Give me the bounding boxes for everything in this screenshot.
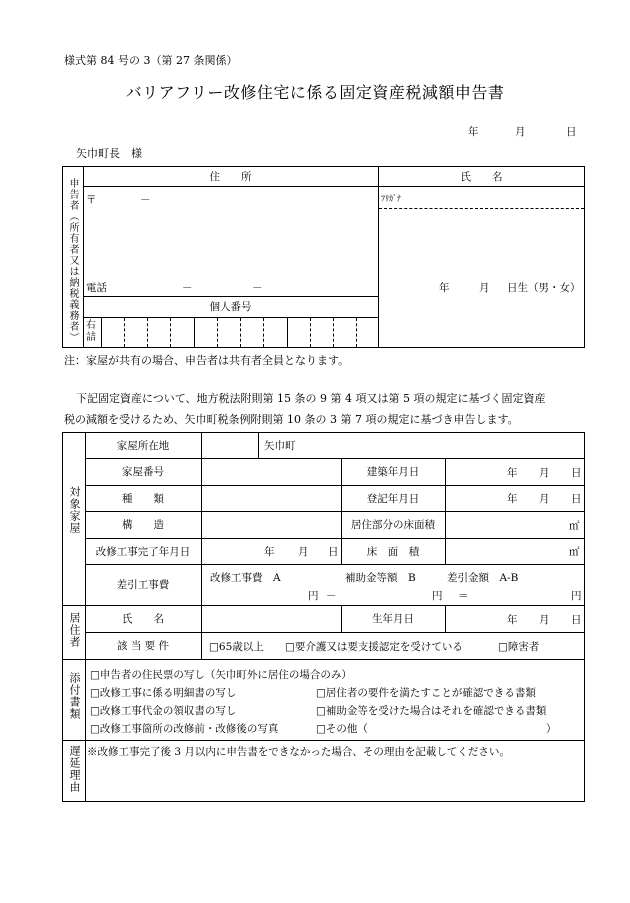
attachment-resident-requirements[interactable]: □居住者の要件を満たすことが確認できる書類 [316, 687, 536, 699]
resident-birth-label: 生年月日 [372, 613, 414, 625]
house-number-field[interactable] [203, 460, 339, 483]
completion-date-label: 改修工事完了年月日 [95, 545, 191, 558]
attachment-photos[interactable]: □改修工事箇所の改修前・改修後の写真 [90, 723, 279, 735]
criteria-care-checkbox[interactable]: □要介護又は要支援認定を受けている [285, 641, 463, 653]
resident-side-label: 居住者 [68, 612, 81, 648]
cost-a-label: 改修工事費 A [210, 572, 281, 584]
cost-a-yen: 円 [308, 590, 319, 602]
floor-area-unit: ㎡ [569, 546, 580, 558]
cost-b-yen: 円 [432, 590, 443, 602]
house-number-label: 家屋番号 [122, 466, 164, 478]
location-label: 家屋所在地 [116, 439, 170, 452]
delay-side-label: 遅延理由 [68, 745, 81, 793]
completion-day: 日 [328, 546, 339, 558]
birth-year: 年 [439, 282, 450, 294]
birth-day-gender: 日生（男・女） [507, 282, 581, 294]
postal-dash: － [140, 194, 151, 206]
applicant-side-label: 申告者（所有者又は納税義務者） [67, 178, 78, 343]
registered-day: 日 [571, 493, 582, 505]
name-header: 氏 名 [460, 170, 503, 183]
floor-area-label: 床 面 積 [366, 545, 420, 558]
birth-month: 月 [479, 282, 490, 294]
resident-birth-month: 月 [539, 614, 550, 626]
address-field[interactable] [86, 208, 374, 274]
criteria-disability-checkbox[interactable]: □障害者 [498, 641, 540, 653]
phone-dash-1: － [182, 282, 193, 294]
individual-number-label: 個人番号 [209, 301, 252, 313]
structure-field[interactable] [203, 513, 339, 536]
built-day: 日 [571, 467, 582, 479]
cost-minus: － [326, 590, 337, 602]
resident-name-field[interactable] [203, 607, 339, 630]
cost-net-yen: 円 [571, 590, 582, 602]
right-aligned-label: 右詰 [86, 320, 96, 343]
completion-year: 年 [264, 546, 275, 558]
delay-reason-field[interactable] [88, 762, 582, 798]
location-value[interactable]: 矢巾町 [264, 439, 296, 452]
name-field[interactable] [380, 212, 583, 272]
date-day: 日 [566, 126, 577, 138]
criteria-age-checkbox[interactable]: □65歳以上 [209, 641, 264, 653]
completion-month: 月 [298, 546, 309, 558]
date-month: 月 [515, 126, 526, 138]
type-label: 種 類 [122, 492, 164, 505]
registered-year: 年 [507, 493, 518, 505]
attachment-other-close: ） [546, 723, 557, 735]
cost-net-label: 差引金額 A-B [447, 572, 519, 584]
built-month: 月 [539, 467, 550, 479]
addressee: 矢巾町長 様 [76, 147, 142, 160]
co-owner-note: 注：家屋が共有の場合、申告者は共有者全員となります。 [64, 354, 350, 367]
built-year: 年 [507, 467, 518, 479]
net-cost-label: 差引工事費 [116, 579, 170, 591]
delay-reason-text: ※改修工事完了後 3 月以内に申告書をできなかった場合、その理由を記載してください。 [87, 746, 510, 758]
furigana-label: ﾌﾘｶﾞﾅ [381, 194, 401, 203]
attachment-residence-cert[interactable]: □申告者の住民票の写し（矢巾町外に居住の場合のみ） [90, 669, 352, 681]
date-year: 年 [468, 126, 479, 138]
attachment-receipt[interactable]: □改修工事代金の領収書の写し [90, 705, 237, 717]
registered-month: 月 [539, 493, 550, 505]
intro-line-2: 税の減額を受けるため、矢巾町税条例附則第 10 条の 3 第 7 項の規定に基づき申告します。 [64, 413, 519, 426]
intro-line-1: 下記固定資産について、地方税法附則第 15 条の 9 第 4 項又は第 5 項の規定に基づく固定資産 [76, 392, 546, 405]
property-side-label: 対象家屋 [68, 486, 81, 534]
phone-label: 電話 [86, 282, 107, 294]
residential-area-unit: ㎡ [569, 520, 580, 532]
type-field[interactable] [203, 487, 339, 509]
resident-birth-day: 日 [571, 614, 582, 626]
phone-dash-2: － [252, 282, 263, 294]
postal-mark: 〒 [86, 194, 97, 206]
cost-b-label: 補助金等額 B [345, 572, 416, 584]
attachment-other[interactable]: □その他（ [316, 723, 368, 735]
attachment-subsidy[interactable]: □補助金等を受けた場合はそれを確認できる書類 [316, 705, 547, 717]
attachment-work-details[interactable]: □改修工事に係る明細書の写し [90, 687, 237, 699]
structure-label: 構 造 [122, 519, 164, 531]
resident-birth-year: 年 [507, 614, 518, 626]
criteria-label: 該 当 要 件 [116, 640, 169, 652]
cost-equals: ＝ [458, 590, 469, 602]
residential-area-label: 居住部分の床面積 [351, 519, 435, 531]
resident-name-label: 氏 名 [122, 613, 164, 625]
attachments-side-label: 添付書類 [68, 672, 81, 720]
form-number: 様式第 84 号の 3（第 27 条関係） [64, 54, 238, 67]
built-date-label: 建築年月日 [366, 466, 420, 478]
page-title: バリアフリー改修住宅に係る固定資産税減額申告書 [125, 83, 505, 102]
address-header: 住 所 [209, 170, 252, 183]
registered-date-label: 登記年月日 [366, 492, 420, 505]
